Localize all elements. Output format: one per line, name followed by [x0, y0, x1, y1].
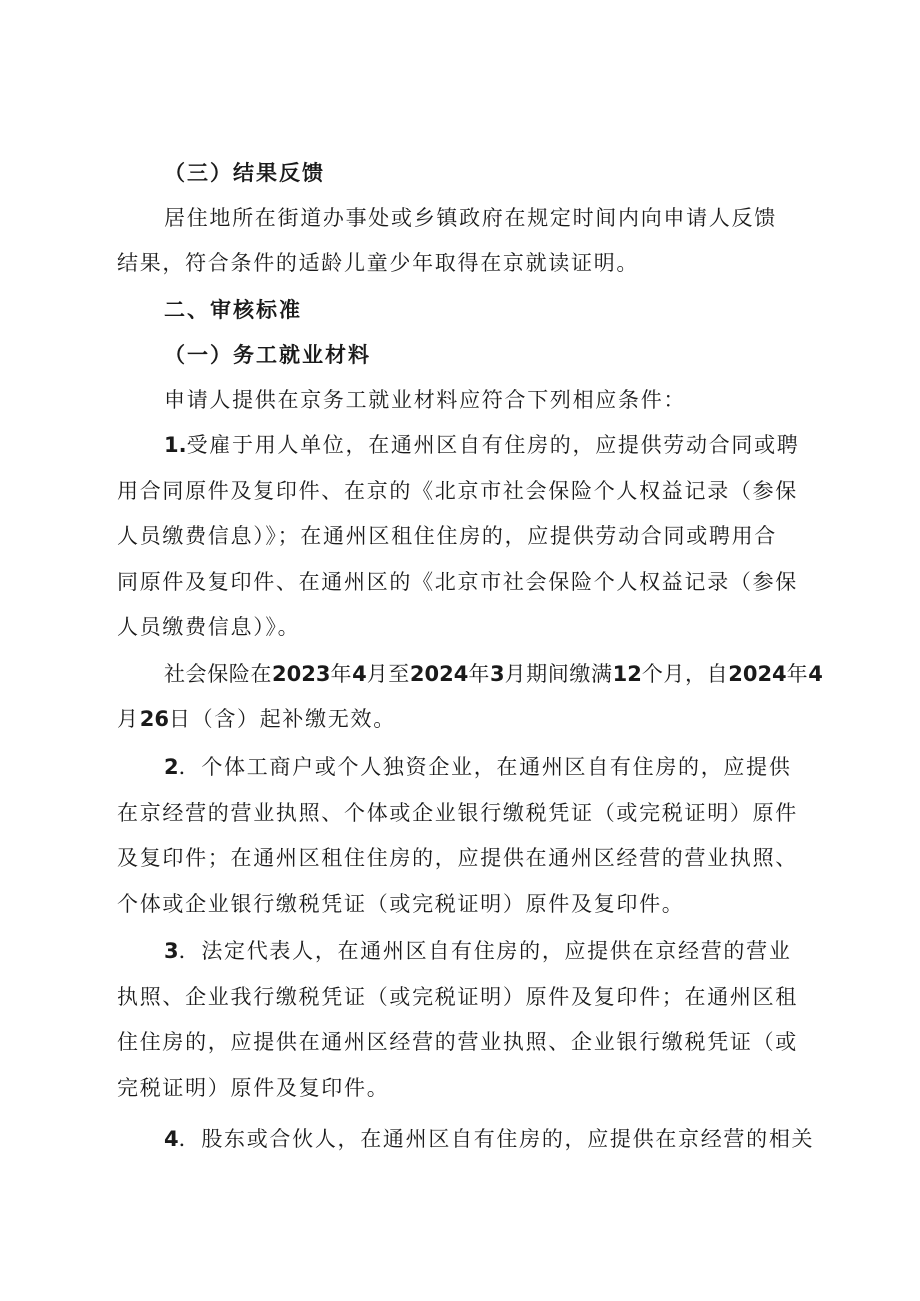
day-value: 26	[139, 707, 169, 731]
month-value: 4	[352, 662, 367, 686]
year-value: 2023	[272, 662, 331, 686]
section-heading-result-feedback: （三）结果反馈	[164, 161, 325, 185]
text-segment: 年	[330, 662, 353, 686]
text-segment: 年	[786, 662, 809, 686]
item-1-line	[164, 430, 807, 460]
item-4-text: ．股东或合伙人，在通州区自有住房的，应提供在京经营的相关	[178, 1127, 815, 1151]
section-heading-review-standards: 二、审核标准	[164, 298, 302, 322]
item-3-number: 3	[164, 939, 179, 963]
text-segment: 日（含）起补缴无效。	[168, 707, 396, 731]
text-segment: 月	[117, 707, 140, 731]
social-insurance-line-2	[117, 704, 807, 734]
item-4-line	[164, 1124, 815, 1154]
paragraph-line: 在京经营的营业执照、个体或企业银行缴税凭证（或完税证明）原件	[117, 801, 798, 825]
paragraph-line: 住住房的，应提供在通州区经营的营业执照、企业银行缴税凭证（或	[117, 1030, 798, 1054]
paragraph-line: 同原件及复印件、在通州区的《北京市社会保险个人权益记录（参保	[117, 570, 798, 594]
item-3-text: ．法定代表人，在通州区自有住房的，应提供在京经营的营业	[178, 939, 792, 963]
item-2-line	[164, 752, 807, 782]
subheading-work-materials: （一）务工就业材料	[164, 343, 371, 367]
social-insurance-line	[164, 659, 823, 689]
paragraph-line: 人员缴费信息）》；在通州区租住住房的，应提供劳动合同或聘用合	[117, 524, 777, 548]
paragraph-line: 居住地所在街道办事处或乡镇政府在规定时间内向申请人反馈	[164, 206, 777, 230]
paragraph-line: 个体或企业银行缴税凭证（或完税证明）原件及复印件。	[117, 892, 685, 916]
count-value: 12	[612, 662, 642, 686]
text-segment: 月至	[366, 662, 410, 686]
item-4-number: 4	[164, 1127, 179, 1151]
text-segment: 月期间缴满	[504, 662, 613, 686]
paragraph-line: 用合同原件及复印件、在京的《北京市社会保险个人权益记录（参保	[117, 479, 798, 503]
text-segment: 社会保险在	[164, 662, 272, 686]
text-segment: 年	[468, 662, 490, 686]
item-1-text: 受雇于用人单位，在通州区自有住房的，应提供劳动合同或聘	[186, 433, 800, 457]
intro-paragraph: 申请人提供在京务工就业材料应符合下列相应条件：	[164, 388, 687, 412]
month-value: 4	[808, 662, 823, 686]
item-3-line	[164, 936, 807, 966]
item-1-number: 1.	[164, 433, 187, 457]
text-segment: 个月，自	[641, 662, 729, 686]
year-value: 2024	[409, 662, 469, 686]
paragraph-line: 完税证明）原件及复印件。	[117, 1076, 390, 1100]
item-2-text: ．个体工商户或个人独资企业，在通州区自有住房的，应提供	[178, 755, 792, 779]
paragraph-line: 结果，符合条件的适龄儿童少年取得在京就读证明。	[117, 251, 640, 275]
paragraph-line: 及复印件；在通州区租住住房的，应提供在通州区经营的营业执照、	[117, 846, 798, 870]
paragraph-line: 执照、企业我行缴税凭证（或完税证明）原件及复印件；在通州区租	[117, 985, 798, 1009]
item-2-number: 2	[164, 755, 179, 779]
paragraph-line: 人员缴费信息）》。	[117, 615, 301, 639]
year-value: 2024	[728, 662, 787, 686]
month-value: 3	[489, 662, 505, 686]
